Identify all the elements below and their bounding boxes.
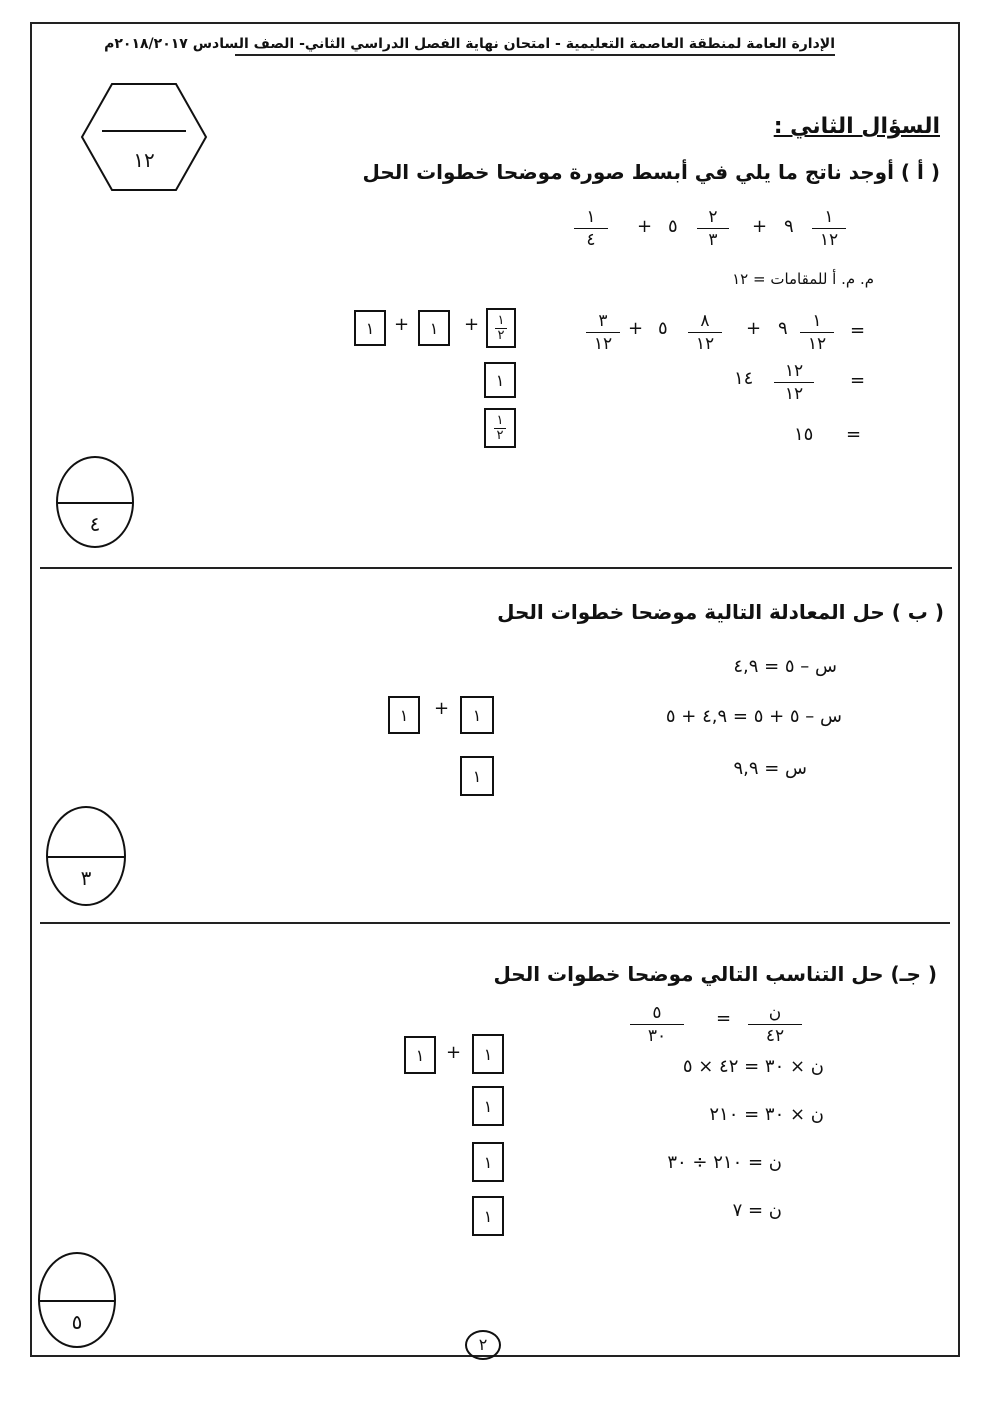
- mark-box-fraction: ١ ٢: [484, 408, 516, 448]
- mark-box: ١: [484, 362, 516, 398]
- mark-box: ١: [388, 696, 420, 734]
- part-a-score-oval: [56, 456, 134, 548]
- mark-plus: +: [446, 1042, 462, 1063]
- part-b-prompt: ( ب ) حل المعادلة التالية موضحا خطوات الحل: [497, 600, 944, 624]
- part-a-score: ٤: [89, 512, 101, 536]
- part-b-score-oval: [46, 806, 126, 906]
- part-b-line-2: س – ٥ + ٥ = ٤,٩ + ٥: [665, 706, 842, 727]
- total-score-hexagon: [80, 82, 208, 192]
- step3-value: ١٥: [794, 424, 814, 445]
- part-c-score: ٥: [71, 1310, 83, 1334]
- mark-box: ١: [418, 310, 450, 346]
- mark-box: ١: [472, 1196, 504, 1236]
- expr-whole-3: ٩: [784, 216, 794, 237]
- expr-whole-2: ٥: [668, 216, 678, 237]
- mark-plus: +: [394, 314, 410, 335]
- part-c-prompt: ( جـ) حل التناسب التالي موضحا خطوات الحل: [493, 962, 937, 986]
- mark-plus: +: [464, 314, 480, 335]
- part-b-line-3: س = ٩,٩: [733, 758, 807, 779]
- total-score-value: ١٢: [133, 148, 155, 172]
- mark-box: ١: [472, 1086, 504, 1126]
- part-c-line-4: ن = ٧: [732, 1200, 782, 1221]
- mark-box: ١: [460, 756, 494, 796]
- step2-fraction: ١٢ ١٢: [774, 360, 814, 405]
- step1-fraction-3: ١ ١٢: [800, 310, 834, 355]
- step1-equals: =: [850, 320, 866, 341]
- proportion-equals: =: [716, 1008, 732, 1029]
- step1-fraction-1: ٣ ١٢: [586, 310, 620, 355]
- mark-box: ١: [472, 1142, 504, 1182]
- mark-box: ١: [460, 696, 494, 734]
- step1-plus-1: +: [628, 318, 644, 339]
- expr-plus-1: +: [637, 216, 653, 237]
- step2-equals: =: [850, 370, 866, 391]
- step1-fraction-2: ٨ ١٢: [688, 310, 722, 355]
- mark-box: ١: [354, 310, 386, 346]
- expr-fraction-2: ٢ ٣: [697, 206, 729, 251]
- mark-plus: +: [434, 698, 450, 719]
- question-title: السؤال الثاني :: [773, 114, 940, 139]
- part-c-score-oval: [38, 1252, 116, 1348]
- expr-plus-2: +: [752, 216, 768, 237]
- section-divider: [40, 567, 952, 569]
- part-c-line-1: ن × ٣٠ = ٤٢ × ٥: [682, 1056, 824, 1077]
- expr-fraction-1: ١ ٤: [574, 206, 608, 251]
- step2-whole: ١٤: [734, 368, 754, 389]
- mark-box: ١: [472, 1034, 504, 1074]
- mark-box: ١: [404, 1036, 436, 1074]
- mark-box-fraction: ١ ٢: [486, 308, 516, 348]
- proportion-left: ن ٤٢: [748, 1002, 802, 1047]
- part-a-prompt: ( أ ) أوجد ناتج ما يلي في أبسط صورة موضحا خطوات الحل: [362, 160, 940, 184]
- part-c-line-3: ن = ٢١٠ ÷ ٣٠: [667, 1152, 782, 1173]
- step1-plus-2: +: [746, 318, 762, 339]
- step1-whole-2: ٥: [658, 318, 668, 339]
- part-b-score: ٣: [80, 866, 92, 890]
- step3-equals: =: [846, 424, 862, 445]
- part-b-line-1: س – ٥ = ٤,٩: [733, 656, 837, 677]
- part-c-line-2: ن × ٣٠ = ٢١٠: [709, 1104, 824, 1125]
- section-divider: [40, 922, 950, 924]
- lcm-line: م. م. أ للمقامات = ١٢: [732, 270, 874, 288]
- exam-header: الإدارة العامة لمنطقة العاصمة التعليمية - امتحان نهاية الفصل الدراسي الثاني- الصف السادس ٢٠١٨/٢٠١٧م: [235, 36, 835, 56]
- page-number: ٢: [465, 1330, 501, 1360]
- proportion-right: ٥ ٣٠: [630, 1002, 684, 1047]
- expr-fraction-3: ١ ١٢: [812, 206, 846, 251]
- step1-whole-3: ٩: [778, 318, 788, 339]
